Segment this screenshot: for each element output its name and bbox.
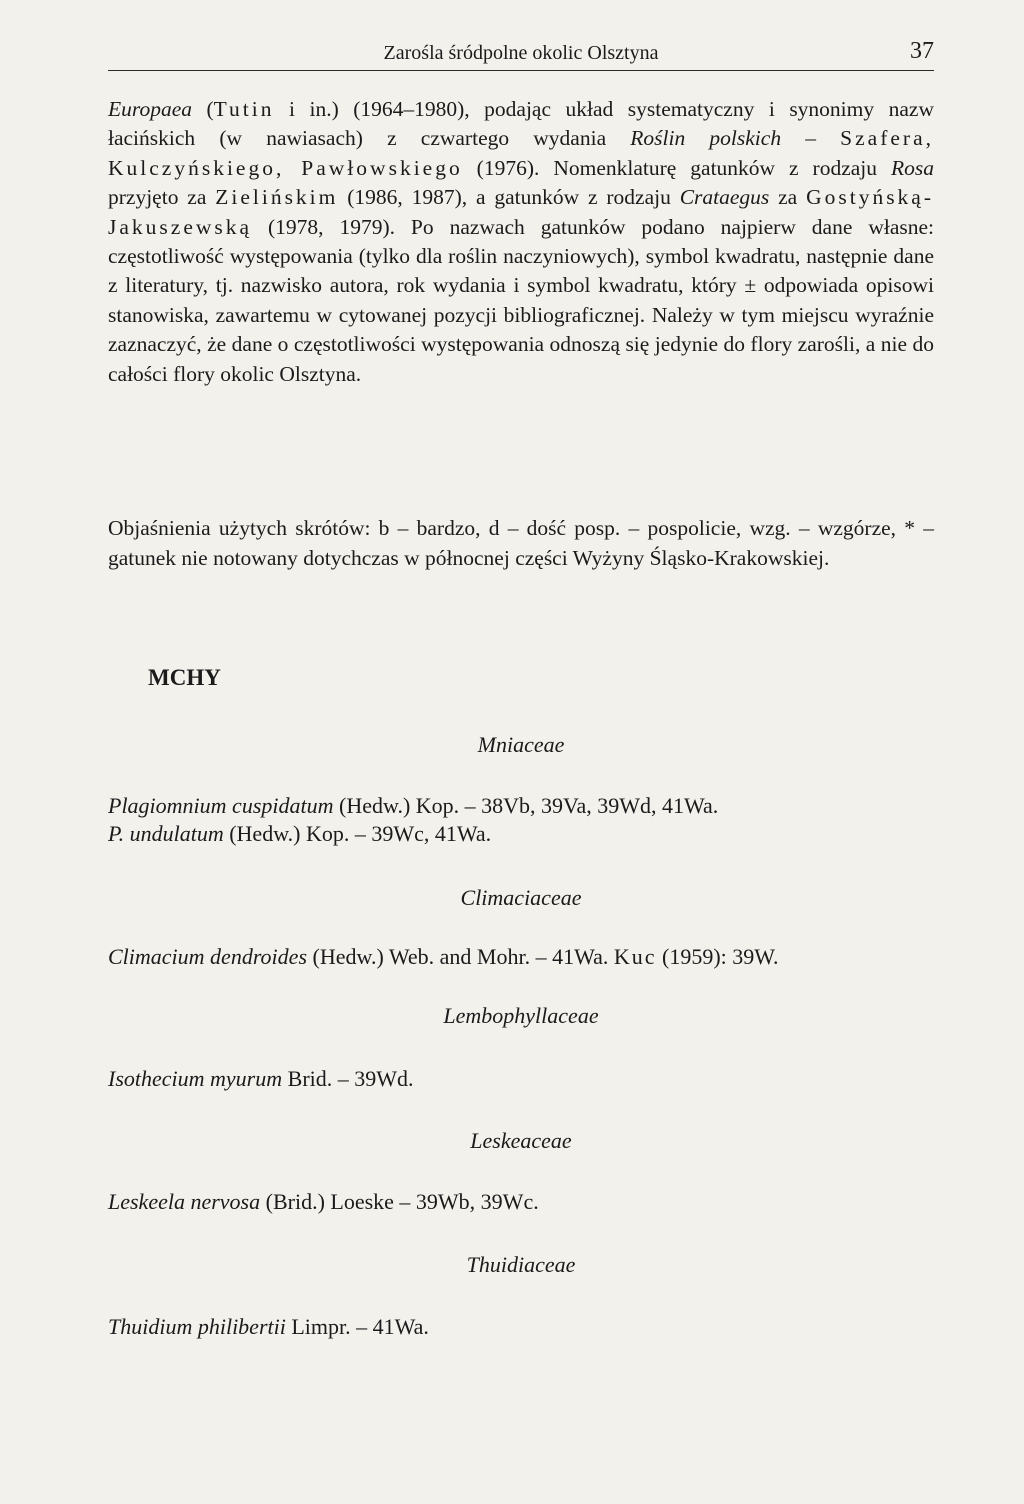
page-number: 37	[910, 38, 934, 64]
intro-paragraph: Europaea (Tutin i in.) (1964–1980), podając układ systematyczny i synonimy nazw łacińskich (w nawiasach) z czwartego wydania Roślin polskich – Szafera, Kulczyńskiego, Pawłowskiego (1976). Nomenklaturę gatunków z rodzaju Rosa przyjęto za Zielińskim (1986, 1987), a gatunków z rodzaju Crataegus za Gostyńską-Jakuszewską (1978, 1979). Po nazwach gatunków podano najpierw dane własne: częstotliwość występowania (tylko dla roślin naczyniowych), symbol kwadratu, następnie dane z literatury, tj. nazwisko autora, rok wydania i symbol kwadratu, który ± odpowiada opisowi stanowiska, zawartemu w cytowanej pozycji bibliograficznej. Należy w tym miejscu wyraźnie zaznaczyć, że dane o częstotliwości występowania odnoszą się jedynie do flory zarośli, a nie do całości flory okolic Olsztyna.	[108, 97, 935, 386]
text-run: (1978, 1979). Po nazwach gatunków podano najpierw dane własne: częstotliwość występowania (tylko dla roślin naczyniowych), symbol kwadratu, następnie dane z literatury, tj. nazwisko autora, rok wydania i symbol kwadratu, który ± odpowiada opisowi stanowiska, zawartemu w cytowanej pozycji bibliograficznej. Należy w tym miejscu wyraźnie zaznaczyć, że dane o częstotliwości występowania odnoszą się jedynie do flory zarośli, a nie do całości flory okolic Olsztyna.	[108, 214, 934, 386]
species-entry	[108, 1189, 934, 1215]
species-name: Isothecium myurum	[108, 1066, 283, 1091]
family-heading: Leskeaceae	[470, 1128, 572, 1153]
author-name: Szafera, Kulczyńskiego, Pawłowskiego	[108, 126, 934, 180]
family-heading: Thuidiaceae	[466, 1252, 576, 1277]
species-name: P. undulatum	[108, 821, 224, 846]
species-entry	[108, 821, 934, 847]
italic-term: Crataegus	[679, 185, 770, 210]
family-heading: Mniaceae	[477, 732, 565, 757]
text-run: (1986, 1987), a gatunków z rodzaju	[338, 185, 680, 210]
abbreviations-paragraph: Objaśnienia użytych skrótów: b – bardzo, d – dość posp. – pospolicie, wzg. – wzgórze, * – gatunek nie notowany dotychczas w północnej części Wyżyny Śląsko-Krakowskiej.	[108, 516, 934, 570]
entry-text: Brid. – 39Wd.	[282, 1066, 414, 1091]
entry-text: (Brid.) Loeske – 39Wb, 39Wc.	[260, 1189, 539, 1214]
species-entry	[108, 1314, 934, 1340]
family-heading: Climaciaceae	[460, 885, 582, 910]
text-run: –	[781, 126, 841, 151]
species-entry	[108, 793, 934, 819]
author-name: Gostyńską-Jakuszewską	[108, 185, 935, 239]
italic-term: Roślin polskich	[630, 126, 782, 151]
entry-text: (1959): 39W.	[656, 944, 779, 969]
entry-text: (Hedw.) Kop. – 39Wc, 41Wa.	[223, 821, 492, 846]
entry-text: (Hedw.) Web. and Mohr. – 41Wa.	[307, 944, 614, 969]
text-run: przyjęto za	[108, 185, 216, 210]
italic-term: Europaea	[108, 97, 192, 121]
text-run: i in.) (1964–1980), podając układ systematyczny i synonimy nazw łacińskich (w nawiasach) z czwartego wydania	[108, 97, 934, 151]
text-run: za	[769, 185, 807, 210]
species-entry	[108, 1066, 934, 1092]
text-run: (1976). Nomenklaturę gatunków z rodzaju	[462, 155, 891, 180]
species-name: Leskeela nervosa	[108, 1189, 261, 1214]
author-name: Tutin	[213, 97, 275, 121]
running-header	[108, 38, 934, 72]
family-heading: Lembophyllaceae	[443, 1003, 599, 1028]
entry-text: Limpr. – 41Wa.	[285, 1314, 429, 1339]
section-heading: MCHY	[148, 665, 221, 690]
entry-text: (Hedw.) Kop. – 38Vb, 39Va, 39Wd, 41Wa.	[333, 793, 719, 818]
running-title: Zarośla śródpolne okolic Olsztyna	[383, 42, 659, 64]
species-entry	[108, 944, 934, 970]
header-rule	[108, 70, 934, 71]
species-name: Climacium dendroides	[108, 944, 307, 969]
species-name: Thuidium philibertii	[108, 1314, 286, 1339]
author-name: Zielińskim	[215, 185, 339, 210]
author-name: Kuc	[613, 944, 657, 969]
italic-term: Rosa	[891, 155, 934, 180]
species-name: Plagiomnium cuspidatum	[108, 793, 334, 818]
